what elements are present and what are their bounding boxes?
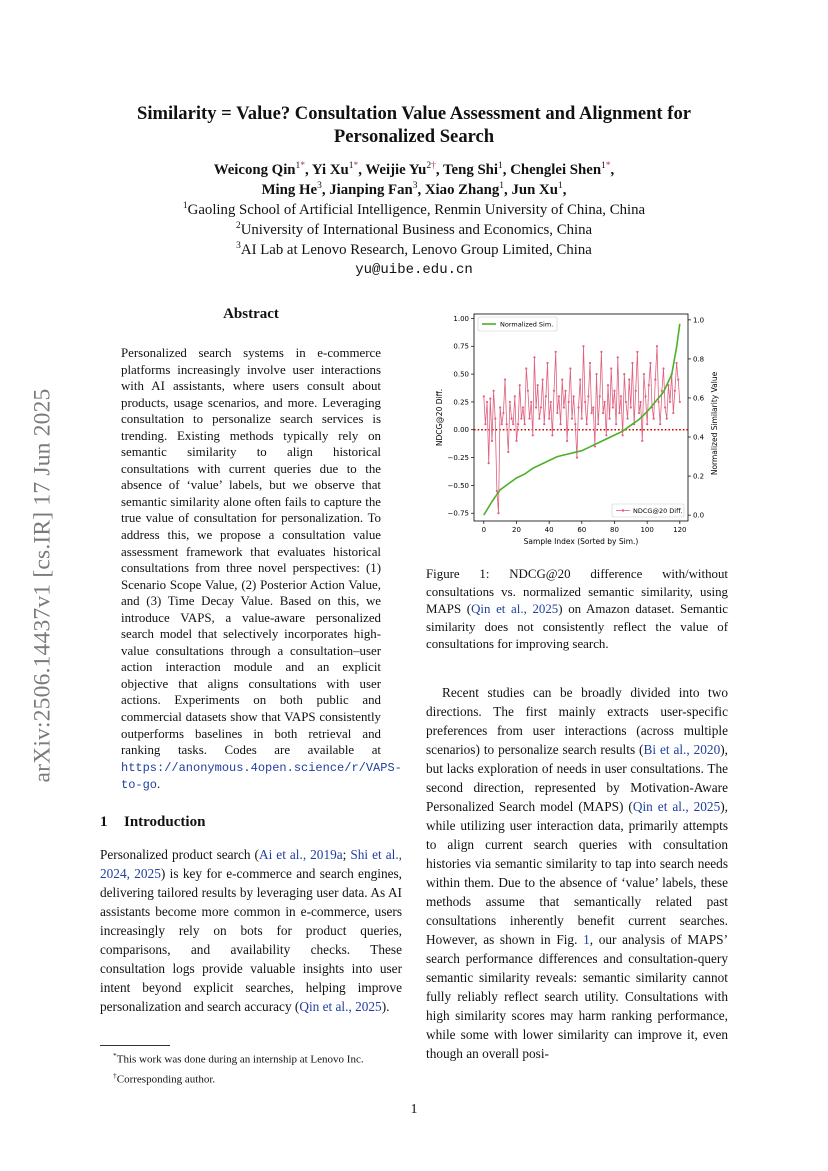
ndcg-diff-point (517, 423, 519, 425)
ndcg-diff-series-line (484, 346, 680, 513)
ndcg-diff-point (494, 418, 496, 420)
figure-1-caption: Figure 1: NDCG@20 difference with/without consultations vs. normalized semantic similarity, using MAPS (Qin et al., 2025) on Amazon dataset. Semantic similarity does not consistently reflect the value of consultations for improving search. (426, 567, 729, 651)
author: Ming He$^3$, (261, 181, 326, 198)
ndcg-diff-point (610, 367, 612, 369)
ndcg-diff-point (608, 418, 610, 420)
citation-link[interactable]: Ai et al., 2019a (258, 847, 343, 862)
author: Jun Xu$^1$, (511, 181, 567, 198)
ndcg-diff-point (546, 362, 548, 364)
ndcg-diff-point (604, 401, 606, 403)
ndcg-diff-point (669, 401, 671, 403)
ndcg-diff-point (643, 373, 645, 375)
ndcg-diff-point (579, 379, 581, 381)
y-tick-label: 1.00 (453, 314, 469, 323)
citation-link[interactable]: Qin et al., 2025 (632, 799, 721, 814)
ndcg-diff-point (644, 395, 646, 397)
ndcg-diff-point (524, 423, 526, 425)
ndcg-diff-point (618, 412, 620, 414)
ndcg-diff-point (597, 423, 599, 425)
ndcg-diff-point (677, 379, 679, 381)
ndcg-diff-point (499, 406, 501, 408)
ndcg-diff-point (648, 384, 650, 386)
ndcg-diff-point (679, 401, 681, 403)
ndcg-diff-point (635, 390, 637, 392)
ndcg-diff-point (543, 423, 545, 425)
ndcg-diff-point (592, 406, 594, 408)
ndcg-diff-point (591, 412, 593, 414)
ndcg-diff-point (533, 356, 535, 358)
ndcg-diff-point (509, 401, 511, 403)
ndcg-diff-point (556, 412, 558, 414)
footnote-divider (100, 1045, 170, 1046)
ndcg-diff-point (675, 362, 677, 364)
ndcg-diff-point (496, 490, 498, 492)
y-axis-label: NDCG@20 Diff. (435, 388, 444, 447)
citation-link[interactable]: Qin et al., 2025 (471, 602, 559, 616)
ndcg-diff-point (489, 397, 491, 399)
author: Chenglei Shen$^{1*}$, (510, 161, 615, 178)
ndcg-diff-point (501, 423, 503, 425)
ndcg-diff-point (587, 395, 589, 397)
ndcg-diff-point (657, 401, 659, 403)
affiliation: $^3$AI Lab at Lenovo Research, Lenovo Group Limited, China (236, 241, 592, 258)
footnote: *This work was done during an internship at Lenovo Inc. (113, 1051, 364, 1066)
ndcg-diff-point (491, 440, 493, 442)
author: Weicong Qin$^{1*}$, (213, 161, 309, 178)
arxiv-identifier-stamp: arXiv:2506.14437v1 [cs.IR] 17 Jun 2025 (29, 388, 56, 783)
x-tick-label: 120 (673, 526, 687, 534)
ndcg-diff-point (520, 418, 522, 420)
ndcg-diff-point (515, 440, 517, 442)
affiliation: $^1$Gaoling School of Artificial Intelligence, Renmin University of China, China (182, 201, 646, 218)
ndcg-diff-point (486, 401, 488, 403)
ndcg-diff-point (653, 418, 655, 420)
code-repository-link[interactable]: https://anonymous.4open.science/r/VAPS-to-go (121, 760, 402, 793)
citation-link[interactable]: Bi et al., 2020 (643, 742, 721, 757)
ndcg-diff-point (607, 384, 609, 386)
y2-tick-label: 0.0 (693, 511, 705, 520)
ndcg-diff-point (564, 390, 566, 392)
author: Yi $Xu^{1*}$, (311, 161, 362, 178)
author: Weijie $Yu^{2\dagger}$, (365, 161, 440, 178)
ndcg-diff-point (502, 412, 504, 414)
ndcg-diff-point (488, 462, 490, 464)
ndcg-diff-point (581, 418, 583, 420)
ndcg-diff-point (636, 351, 638, 353)
x-tick-label: 40 (544, 526, 554, 534)
title-line-2: Personalized Search (333, 126, 495, 147)
ndcg-diff-point (654, 379, 656, 381)
ndcg-diff-point (662, 367, 664, 369)
ndcg-diff-point (661, 390, 663, 392)
title-line-1: Similarity = Value? Consultation Value Assessment and Alignment for (136, 103, 692, 124)
ndcg-diff-point (625, 401, 627, 403)
ndcg-diff-point (568, 401, 570, 403)
ndcg-diff-point (577, 406, 579, 408)
citation-link[interactable]: Qin et al., 2025 (299, 999, 382, 1014)
ndcg-diff-point (571, 418, 573, 420)
y-tick-label: 0.50 (453, 370, 469, 379)
ndcg-diff-point (584, 401, 586, 403)
ndcg-diff-point (649, 362, 651, 364)
ndcg-diff-point (561, 379, 563, 381)
ndcg-diff-point (631, 362, 633, 364)
ndcg-diff-point (630, 406, 632, 408)
ndcg-diff-point (646, 423, 648, 425)
ndcg-diff-point (600, 351, 602, 353)
ndcg-diff-point (640, 401, 642, 403)
ndcg-diff-point (506, 423, 508, 425)
ndcg-diff-point (514, 395, 516, 397)
ndcg-diff-point (550, 401, 552, 403)
ndcg-diff-point (573, 395, 575, 397)
ndcg-diff-point (674, 390, 676, 392)
ndcg-diff-point (659, 423, 661, 425)
ndcg-diff-point (622, 434, 624, 436)
ndcg-diff-point (666, 418, 668, 420)
legend-label-ndcg: NDCG@20 Diff. (633, 507, 683, 515)
ndcg-diff-point (484, 423, 486, 425)
legend-swatch-ndcg-marker (622, 509, 624, 511)
author: Jianping Fan$^3$, (329, 181, 422, 198)
abstract-text: Personalized search systems in e-commerce platforms increasingly involve user interactions with AI assistants, where users consult about products, usage scenarios, and more. Leveraging consultation to personalize search services is trending. Existing methods typically rely on semantic similarity to align historical consultations with current queries due to the absence of ‘value’ labels, but we observe that semantic similarity alone often fails to capture the true value of consultation for personalization. To address this, we propose a consultation value assessment framework that evaluates historical consultations from three novel perspectives: (1) Scenario Scope Value, (2) Posterior Action Value, and (3) Time Decay Value. Based on this, we introduce VAPS, a value-aware personalized search model that selectively incorporates high-value consultations through a consultation–user action interaction module and an explicit objective that aligns consultations with user actions. Experiments on both public and commercial datasets show that VAPS consistently outperforms baselines in both retrieval and ranking tasks. Codes are available at https://anonymous.4open.science/r/VAPS-to-go. (121, 346, 402, 793)
ndcg-diff-point (628, 379, 630, 381)
ndcg-diff-point (525, 367, 527, 369)
ndcg-diff-point (641, 440, 643, 442)
legend-label-similarity: Normalized Sim. (500, 320, 554, 329)
ndcg-diff-point (542, 379, 544, 381)
ndcg-diff-point (512, 423, 514, 425)
ndcg-diff-point (553, 390, 555, 392)
section-heading-introduction: 1 Introduction (100, 814, 206, 830)
author: Xiao Zhang$^1$, (424, 181, 508, 198)
citation-link[interactable]: Shi et al., 2024, 2025 (100, 847, 402, 881)
y2-tick-label: 0.2 (693, 472, 705, 481)
ndcg-diff-point (519, 384, 521, 386)
ndcg-diff-point (510, 418, 512, 420)
y2-tick-label: 0.8 (693, 355, 705, 364)
ndcg-diff-point (574, 423, 576, 425)
ndcg-diff-point (582, 345, 584, 347)
y-tick-label: 0.25 (453, 398, 469, 407)
ndcg-diff-point (558, 395, 560, 397)
y-tick-label: −0.75 (447, 509, 469, 518)
ndcg-diff-point (589, 362, 591, 364)
y-tick-label: −0.25 (447, 453, 469, 462)
introduction-paragraph: Personalized product search (Ai et al., 2019a; Shi et al., 2024, 2025) is key for e-commerce and search engines, delivering tailored results by leveraging user data. As AI assistants become more common in e-commerce, users increasingly rely on bots for product queries, comparisons, and availability checks. These consultation logs provide valuable insights into user intent beyond explicit searches, helping improve personalization and search accuracy (Qin et al., 2025). (100, 847, 402, 1014)
x-tick-label: 100 (640, 526, 654, 534)
ndcg-diff-point (497, 512, 499, 514)
ndcg-diff-point (656, 345, 658, 347)
ndcg-diff-point (599, 395, 601, 397)
abstract-heading: Abstract (223, 306, 279, 322)
author-line-2 (100, 180, 728, 200)
ndcg-diff-point (528, 418, 530, 420)
ndcg-diff-point (540, 406, 542, 408)
ndcg-diff-point (548, 418, 550, 420)
author-line-1 (100, 160, 728, 180)
ndcg-diff-point (530, 401, 532, 403)
figure-reference-link[interactable]: 1 (583, 932, 590, 947)
ndcg-diff-point (493, 390, 495, 392)
footnotes (100, 1048, 402, 1087)
ndcg-diff-point (615, 423, 617, 425)
x-axis-label: Sample Index (Sorted by Sim.) (523, 537, 639, 546)
ndcg-diff-point (576, 456, 578, 458)
ndcg-diff-point (545, 395, 547, 397)
y2-tick-label: 0.4 (693, 433, 705, 442)
ndcg-similarity-chart (426, 308, 728, 548)
ndcg-diff-point (566, 440, 568, 442)
ndcg-diff-point (507, 451, 509, 453)
ndcg-diff-point (538, 418, 540, 420)
x-tick-label: 60 (577, 526, 587, 534)
ndcg-diff-point (569, 367, 571, 369)
y-tick-label: −0.50 (447, 481, 469, 490)
ndcg-diff-point (613, 390, 615, 392)
ndcg-diff-point (664, 406, 666, 408)
ndcg-diff-point (504, 379, 506, 381)
y2-axis-label: Normalized Similarity Value (710, 371, 719, 476)
ndcg-diff-point (527, 390, 529, 392)
introduction-paragraph-continued: Recent studies can be broadly divided into two directions. The first mainly extracts user-specific preferences from user interactions (across multiple scenarios) to personalize search results (Bi et al., 2020), but lacks exploration of needs in user consultations. The second direction, represented by Motivation-Aware Personalized Search model (MAPS) (Qin et al., 2025), while utilizing user interaction data, primarily attempts to align current search queries with consultation histories via semantic similarity to tap into search needs within them. Due to the absence of ‘value’ labels, these methods assume that semantically related past consultations inherently benefit current searches. However, as shown in Fig. 1, our analysis of MAPS’ search performance differences and consultation-query semantic similarity reveals: semantic similarity cannot fully reliably reflect search utility. Consultations with high similarity scores may harm ranking performance, while some with lower similarity can improve it, even though an overall posi- (426, 685, 728, 1061)
ndcg-diff-point (672, 412, 674, 414)
ndcg-diff-point (483, 395, 485, 397)
ndcg-diff-point (623, 373, 625, 375)
y-tick-label: 0.75 (453, 342, 469, 351)
y2-tick-label: 0.6 (693, 394, 705, 403)
ndcg-diff-point (537, 384, 539, 386)
ndcg-diff-point (605, 434, 607, 436)
ndcg-diff-point (612, 406, 614, 408)
ndcg-diff-point (626, 418, 628, 420)
figure-1-chart (426, 308, 728, 548)
x-tick-label: 80 (610, 526, 619, 534)
contact-email[interactable]: yu@uibe.edu.cn (355, 262, 473, 278)
ndcg-diff-point (559, 423, 561, 425)
author-block (100, 160, 728, 280)
footnote: †Corresponding author. (113, 1070, 216, 1086)
ndcg-diff-point (535, 406, 537, 408)
y-tick-label: 0.00 (453, 426, 469, 435)
ndcg-diff-point (532, 434, 534, 436)
ndcg-diff-point (620, 395, 622, 397)
y2-tick-label: 1.0 (693, 316, 705, 325)
ndcg-diff-point (617, 356, 619, 358)
ndcg-diff-point (563, 406, 565, 408)
ndcg-diff-point (602, 412, 604, 414)
paper-title (100, 102, 728, 148)
x-tick-label: 20 (512, 526, 521, 534)
author: Teng Shi$^1$, (443, 161, 507, 178)
ndcg-diff-point (555, 351, 557, 353)
affiliation: $^2$University of International Business and Economics, China (235, 221, 593, 238)
ndcg-diff-point (638, 412, 640, 414)
ndcg-diff-point (551, 434, 553, 436)
ndcg-diff-point (586, 423, 588, 425)
ndcg-diff-point (595, 373, 597, 375)
page-number: 1 (410, 1102, 418, 1117)
x-tick-label: 0 (481, 526, 487, 534)
ndcg-diff-point (522, 406, 524, 408)
